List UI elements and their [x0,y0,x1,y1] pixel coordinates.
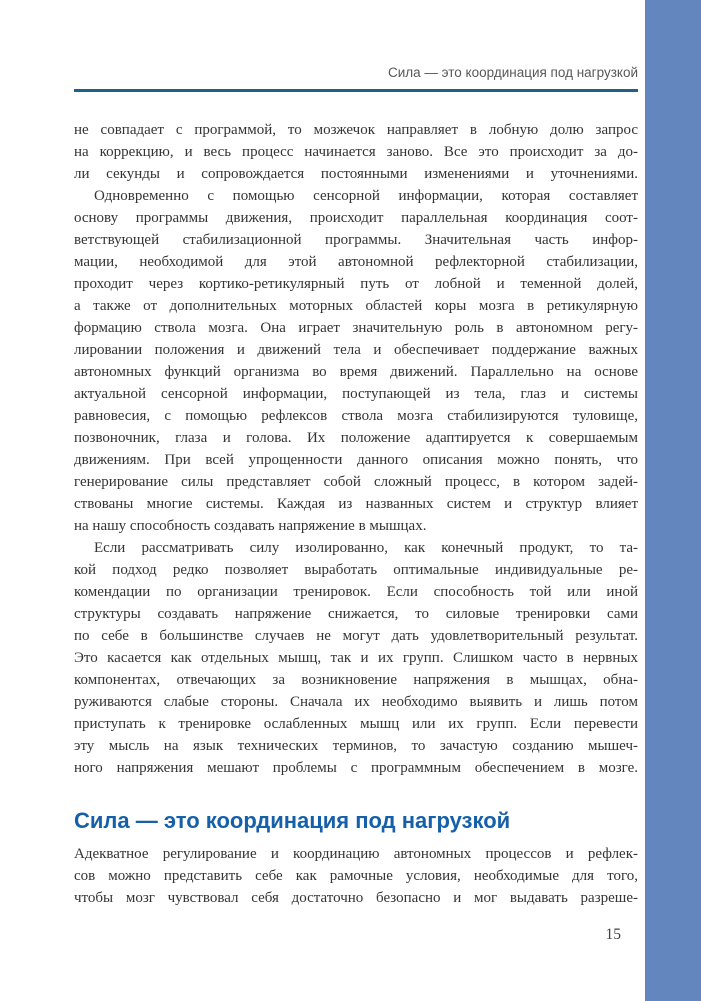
text-line: актуальной сенсорной информации, поступающей из тела, глаз и системы [74,386,638,402]
text-line: чтобы мозг чувствовал себя достаточно безопасно и мог выдавать разреше- [74,890,638,906]
text-line: ного напряжения мешают проблемы с программным обеспечением в мозге. [74,760,638,776]
header-divider [74,89,638,92]
running-header-title: Сила — это координация под нагрузкой [388,65,638,80]
text-line: основу программы движения, происходит параллельная координация соот- [74,210,638,226]
text-line: сов можно представить себе как рамочные условия, необходимые для того, [74,868,638,884]
text-line: позвоночник, глаза и голова. Их положение адаптируется к совершаемым [74,430,638,446]
text-line: ствованы многие системы. Каждая из названных систем и структур влияет [74,496,638,512]
text-line: компонентах, отвечающих за возникновение напряжения в мышцах, обна- [74,672,638,688]
text-line: Это касается как отдельных мышц, так и их групп. Слишком часто в нервных [74,650,638,666]
text-line: движениям. При всей упрощенности данного описания можно понять, что [74,452,638,468]
body-text-block [74,119,638,779]
text-line: на нашу способность создавать напряжение в мышцах. [74,518,427,534]
text-line: ветствующей стабилизационной программы. Значительная часть инфор- [74,232,638,248]
text-line: Одновременно с помощью сенсорной информации, которая составляет [94,188,638,204]
text-line: а также от дополнительных моторных областей коры мозга в ретикулярную [74,298,638,314]
text-line: структуры создавать напряжение снижается, то силовые тренировки сами [74,606,638,622]
text-line: автономных функций организма во время движений. Параллельно на основе [74,364,638,380]
section-heading: Сила — это координация под нагрузкой [74,808,511,833]
text-line: по себе в большинстве случаев не могут дать удовлетворительный результат. [74,628,638,644]
text-line: руживаются слабые стороны. Сначала их необходимо выявить и лишь потом [74,694,638,710]
text-line: на коррекцию, и весь процесс начинается заново. Все это происходит за до- [74,144,638,160]
text-line: Если рассматривать силу изолированно, как конечный продукт, то та- [94,540,638,556]
text-line: приступать к тренировке ослабленных мышц или их групп. Если перевести [74,716,638,732]
text-line: эту мысль на язык технических терминов, то зачастую созданию мышеч- [74,738,638,754]
text-line: не совпадает с программой, то мозжечок направляет в лобную долю запрос [74,122,638,138]
text-line: лировании положения и движений тела и обеспечивает поддержание важных [74,342,638,358]
text-line: равновесия, с помощью рефлексов ствола мозга стабилизируются туловище, [74,408,638,424]
page-edge-band [645,0,701,1001]
text-line: комендации по организации тренировок. Если способность той или иной [74,584,638,600]
text-line: ли секунды и сопровождается постоянными изменениями и уточнениями. [74,166,638,182]
text-line: Адекватное регулирование и координацию автономных процессов и рефлек- [74,846,638,862]
text-line: мации, необходимой для этой автономной рефлекторной стабилизации, [74,254,638,270]
section-intro-paragraph [74,843,638,909]
text-line: кой подход редко позволяет выработать оптимальные индивидуальные ре- [74,562,638,578]
text-line: проходит через кортико-ретикулярный путь от лобной и теменной долей, [74,276,638,292]
text-line: формацию ствола мозга. Она играет значительную роль в автономном регу- [74,320,638,336]
text-line: генерирование силы представляет собой сложный процесс, в котором задей- [74,474,638,490]
page-number: 15 [605,926,621,943]
